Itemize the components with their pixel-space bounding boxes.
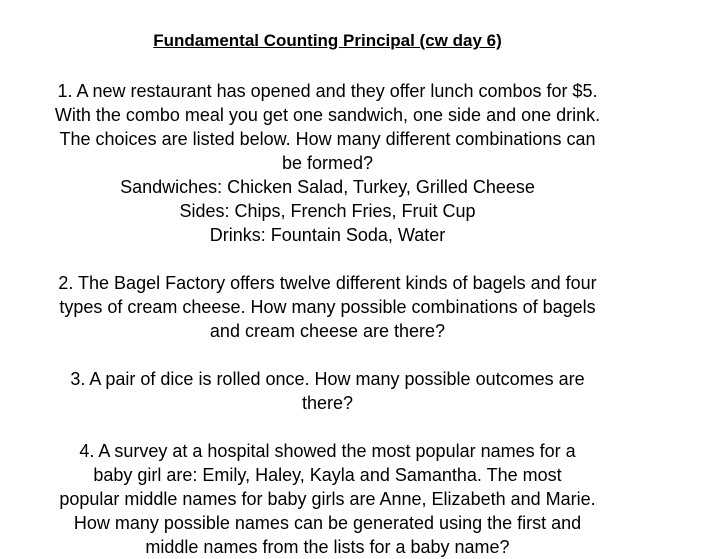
problem-1-drinks: Drinks: Fountain Soda, Water xyxy=(209,225,446,245)
problem-4-line-1: 4. A survey at a hospital showed the most popular names for a xyxy=(79,441,576,461)
problem-1-line-3: The choices are listed below. How many different combinations can xyxy=(59,129,596,149)
problem-4-line-2: baby girl are: Emily, Haley, Kayla and Samantha. The most xyxy=(93,465,562,485)
problem-3-line-1: 3. A pair of dice is rolled once. How many possible outcomes are xyxy=(70,369,585,389)
problem-1-line-4: be formed? xyxy=(281,153,374,173)
problem-2-line-3: and cream cheese are there? xyxy=(209,321,446,341)
problem-1-sandwiches: Sandwiches: Chicken Salad, Turkey, Grilled Cheese xyxy=(120,177,535,197)
problem-4-line-3: popular middle names for baby girls are Anne, Elizabeth and Marie. xyxy=(59,489,596,509)
problem-2-line-1: 2. The Bagel Factory offers twelve different kinds of bagels and four xyxy=(58,273,597,293)
problem-2-line-2: types of cream cheese. How many possible combinations of bagels xyxy=(59,297,596,317)
problem-4-line-5: middle names from the lists for a baby name? xyxy=(145,537,510,557)
problem-1-line-2: With the combo meal you get one sandwich, one side and one drink. xyxy=(54,105,601,125)
problem-1-sides: Sides: Chips, French Fries, Fruit Cup xyxy=(179,201,476,221)
problem-3-line-2: there? xyxy=(301,393,354,413)
worksheet-title: Fundamental Counting Principal (cw day 6) xyxy=(153,31,502,50)
problem-4-line-4: How many possible names can be generated using the first and xyxy=(73,513,582,533)
problem-1-line-1: 1. A new restaurant has opened and they offer lunch combos for $5. xyxy=(57,81,598,101)
